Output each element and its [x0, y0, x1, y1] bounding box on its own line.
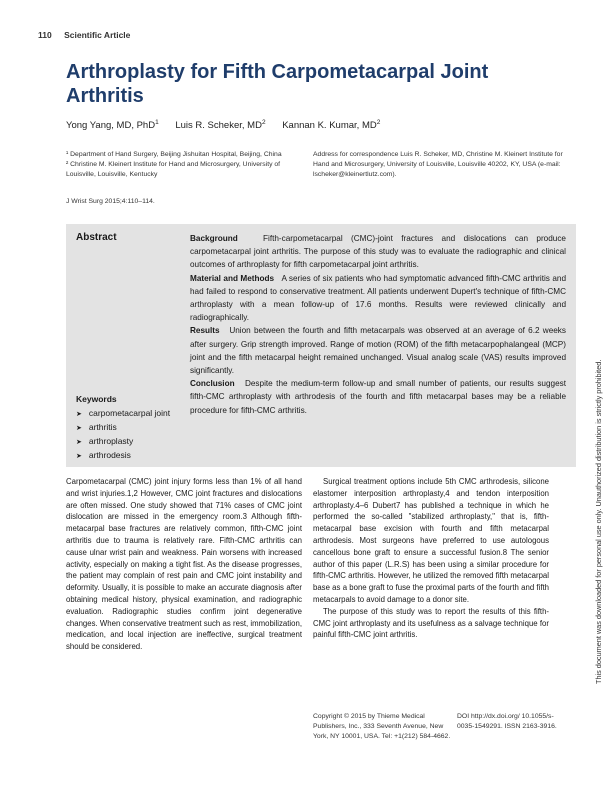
- body-column-left: Carpometacarpal (CMC) joint injury forms less than 1% of all hand and wrist injuries.1,2 However, CMC joint fractures and dislocations are often missed. One study showed that 71% cases of CMC joint dislocation are missed in the emergency room.3 Although fifth-metacarpal base fractures are relatively common, fifth-CMC joint arthritis due to trauma is relatively rare. Fifth-CMC arthritis can cause ulnar wrist pain and weakness. Pain worsens with increased activity, especially on making a tight fist. As the disease progresses, the patient may complain of rest pain and CMC joint instability and deformity. Usually, it is possible to make an accurate diagnosis after obtaining medical history, physical examination, and radiographic evaluation. Radiographic studies confirm joint degenerative changes. When conservative treatment such as rest, immobilization, medication, and local injection are ineffective, surgical treatment should be considered.: [66, 477, 302, 652]
- affiliation-2: ² Christine M. Kleinert Institute for Hand and Microsurgery, University of Louisville, Louisville, Kentucky: [66, 161, 281, 178]
- copyright-notice: Copyright © 2015 by Thieme Medical Publishers, Inc., 333 Seventh Avenue, New York, NY 10001, USA. Tel: +1(212) 584-4662.: [313, 713, 451, 740]
- distribution-notice: This document was downloaded for personal use only. Unauthorized distribution is strictly prohibited.: [594, 359, 603, 684]
- body-paragraph: Surgical treatment options include 5th CMC arthrodesis, silicone elastomer interposition arthroplasty,4 and tendon interposition arthroplasty.4–6 Dubert7 has published a technique in which he performed the so-called "stabilized arthroplasty," that is, fifth-metacarpal base excision with fourth and fifth metacarpal arthrodesis. Most surgeons have preferred to use autologous cancellous bone graft to ensure a successful fusion.8 The senior author of this paper (L.R.S) has been using a similar procedure for fifth-CMC arthritis. However, he utilized the removed fifth metacarpal base as a bone graft to fuse the proximal parts of the fourth and fifth metacarpals to avoid damage to a donor site.: [313, 477, 549, 604]
- abstract-conclusion: Conclusion Despite the medium-term follow-up and small number of patients, our results suggest fifth-CMC arthroplasty with arthrodesis of the fourth and fifth metacarpal bases may be a reliable procedure for fifth-CMC arthritis.: [190, 379, 567, 415]
- author: Yong Yang, MD, PhD$^1$: [66, 119, 159, 132]
- author: Kannan K. Kumar, $MD^2$: [282, 119, 381, 132]
- journal-citation: J Wrist Surg 2015;4:110–114.: [66, 198, 155, 205]
- body-paragraph: The purpose of this study was to report the results of this fifth-CMC joint arthroplasty and its usefulness as a salvage technique for painful fifth-CMC joint arthritis.: [313, 606, 549, 640]
- keyword-list: [76, 407, 170, 463]
- page-number: 110: [38, 30, 52, 40]
- abstract-methods: Material and Methods A series of six patients who had symptomatic advanced fifth-CMC arthritis and had failed to respond to conservative treatment. All patients underwent Dupert's technique of fifth-CMC arthroplasty with a mean follow-up of 17.6 months. Results were reviewed clinically and radiographically.: [190, 273, 567, 323]
- body-column-right: [313, 476, 549, 641]
- running-header: [38, 30, 130, 40]
- keyword-item: ➤ carpometacarpal joint: [76, 407, 170, 421]
- doi-issn: DOI http://dx.doi.org/ 10.1055/s-0035-1549291. ISSN 2163-3916.: [457, 713, 557, 730]
- abstract-panel: [66, 224, 576, 467]
- abstract-results: Results Union between the fourth and fifth metacarpals was observed at an average of 6.2 weeks after surgery. Grip strength improved. Range of motion (ROM) of the fifth metacarpophalangeal (MCP) joint and the fifth metacarpal height remained unchanged. Visual analog scale (VAS) results improved significantly.: [190, 326, 566, 376]
- keyword-item: ➤ arthrodesis: [76, 449, 170, 463]
- author: Luis R. Scheker, $MD^2$: [175, 119, 266, 132]
- abstract-background: Background Fifth-carpometacarpal (CMC)-joint fractures and dislocations can produce carpometacarpal joint arthritis. The purpose of this study was to evaluate the radiographic and clinical outcomes of arthroplasty for fifth carpometacarpal joint arthritis.: [190, 234, 566, 270]
- section-label: Scientific Article: [64, 30, 131, 40]
- article-title: Arthroplasty for Fifth Carpometacarpal Joint Arthritis: [66, 61, 489, 107]
- keyword-item: ➤ arthroplasty: [76, 435, 170, 449]
- abstract-heading: Abstract: [76, 232, 117, 243]
- keywords-heading: Keywords: [76, 394, 117, 404]
- correspondence-address: Address for correspondence Luis R. Scheker, MD, Christine M. Kleinert Institute for Hand and Microsurgery, University of Louisville, Louisville 40202, KY, USA (e-mail: lscheker@kleinertlutz.com).: [313, 151, 563, 178]
- abstract-body: [190, 232, 566, 417]
- affiliation-1: ¹ Department of Hand Surgery, Beijing Jishuitan Hospital, Beijing, China: [66, 151, 282, 158]
- affiliations: [66, 150, 302, 180]
- author-list: [66, 119, 394, 131]
- keyword-item: ➤ arthritis: [76, 421, 170, 435]
